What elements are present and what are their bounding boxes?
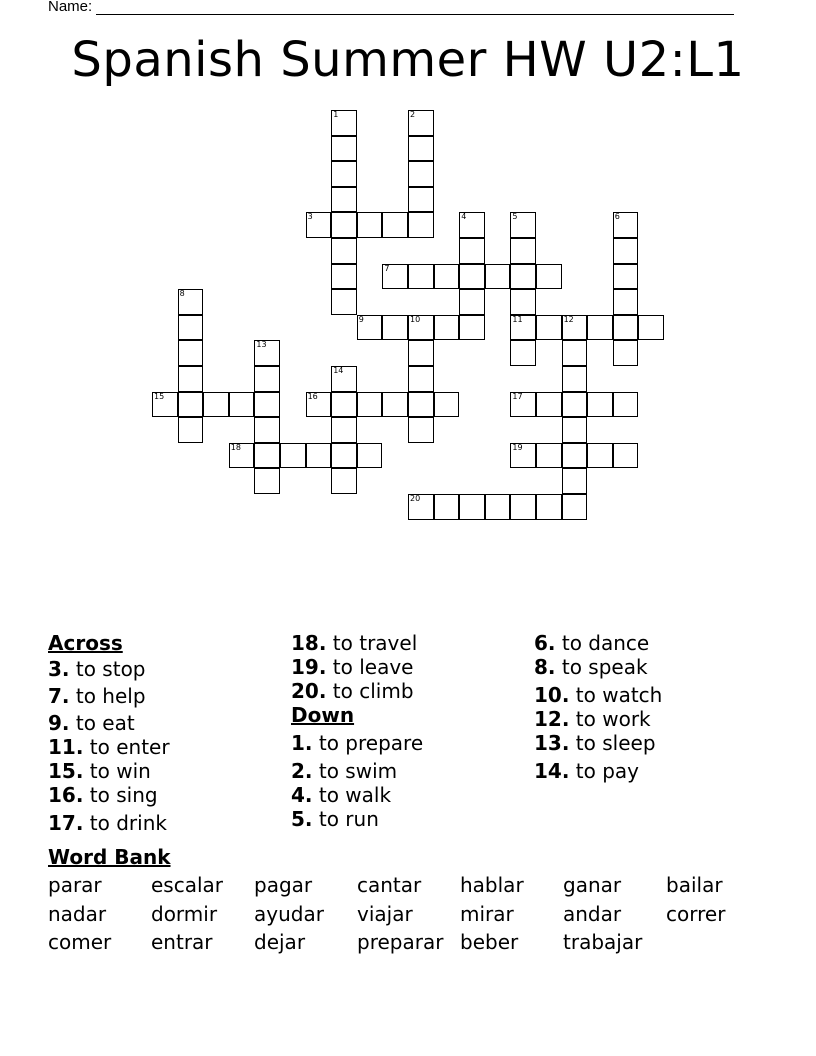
cell-number: 17 <box>512 391 523 401</box>
grid-cell[interactable] <box>178 392 204 418</box>
grid-cell[interactable] <box>408 315 434 341</box>
clue-text: to leave <box>326 655 414 679</box>
across-clue <box>48 759 170 783</box>
grid-cell[interactable] <box>254 366 280 392</box>
word-bank-item: escalar <box>151 873 224 897</box>
grid-cell[interactable] <box>178 315 204 341</box>
grid-cell[interactable] <box>331 212 357 238</box>
grid-cell[interactable] <box>408 417 434 443</box>
grid-cell[interactable] <box>510 238 536 264</box>
cell-number: 13 <box>256 340 267 350</box>
grid-cell[interactable] <box>306 392 332 418</box>
grid-cell[interactable] <box>254 392 280 418</box>
grid-cell[interactable] <box>562 392 588 418</box>
down-clue <box>534 759 662 783</box>
clue-number: 15. <box>48 759 84 783</box>
clue-number: 12. <box>534 707 570 731</box>
grid-cell[interactable] <box>229 443 255 469</box>
grid-cell[interactable] <box>459 494 485 520</box>
grid-cell[interactable] <box>408 340 434 366</box>
grid-cell[interactable] <box>485 264 511 290</box>
grid-cell[interactable] <box>331 187 357 213</box>
grid-cell[interactable] <box>306 212 332 238</box>
grid-cell[interactable] <box>613 340 639 366</box>
word-bank-item: dormir <box>151 902 218 926</box>
grid-cell[interactable] <box>357 443 383 469</box>
grid-cell[interactable] <box>382 212 408 238</box>
clue-text: to speak <box>555 655 648 679</box>
grid-cell[interactable] <box>587 443 613 469</box>
word-bank-heading: Word Bank <box>48 845 171 869</box>
grid-cell[interactable] <box>434 392 460 418</box>
across-clue <box>291 631 423 655</box>
clue-number: 11. <box>48 735 84 759</box>
grid-cell[interactable] <box>459 315 485 341</box>
clue-number: 4. <box>291 783 313 807</box>
grid-cell[interactable] <box>638 315 664 341</box>
down-clue <box>534 655 662 679</box>
grid-cell[interactable] <box>562 417 588 443</box>
grid-cell[interactable] <box>536 315 562 341</box>
cell-number: 10 <box>410 314 421 324</box>
grid-cell[interactable] <box>178 340 204 366</box>
grid-cell[interactable] <box>408 264 434 290</box>
grid-cell[interactable] <box>510 443 536 469</box>
grid-cell[interactable] <box>229 392 255 418</box>
cell-number: 1 <box>333 110 339 119</box>
down-clue <box>291 731 423 755</box>
grid-cell[interactable] <box>408 110 434 136</box>
word-bank-item: nadar <box>48 902 107 926</box>
grid-cell[interactable] <box>331 443 357 469</box>
word-bank-item: viajar <box>357 902 413 926</box>
clue-number: 10. <box>534 683 570 707</box>
grid-cell[interactable] <box>562 366 588 392</box>
across-clue <box>48 657 170 681</box>
clue-number: 1. <box>291 731 313 755</box>
grid-cell[interactable] <box>331 110 357 136</box>
grid-cell[interactable] <box>562 340 588 366</box>
cell-number: 14 <box>333 366 344 375</box>
grid-cell[interactable] <box>485 494 511 520</box>
grid-cell[interactable] <box>536 392 562 418</box>
word-bank-item: parar <box>48 873 102 897</box>
grid-cell[interactable] <box>587 392 613 418</box>
grid-cell[interactable] <box>459 212 485 238</box>
word-bank-item: correr <box>666 902 726 926</box>
clue-number: 6. <box>534 631 556 655</box>
grid-cell[interactable] <box>254 468 280 494</box>
down-heading: Down <box>291 703 355 727</box>
grid-cell[interactable] <box>331 161 357 187</box>
clue-text: to swim <box>312 759 398 783</box>
grid-cell[interactable] <box>613 443 639 469</box>
grid-cell[interactable] <box>613 212 639 238</box>
grid-cell[interactable] <box>178 366 204 392</box>
grid-cell[interactable] <box>434 264 460 290</box>
across-clue <box>291 679 423 703</box>
clue-text: to travel <box>326 631 418 655</box>
grid-cell[interactable] <box>613 264 639 290</box>
grid-cell[interactable] <box>510 289 536 315</box>
grid-cell[interactable] <box>408 136 434 162</box>
clues-column-2 <box>291 631 423 831</box>
grid-cell[interactable] <box>408 161 434 187</box>
grid-cell[interactable] <box>408 366 434 392</box>
grid-cell[interactable] <box>203 392 229 418</box>
word-bank-item: ayudar <box>254 902 324 926</box>
clue-text: to run <box>312 807 379 831</box>
word-bank-item: bailar <box>666 873 723 897</box>
grid-cell[interactable] <box>331 392 357 418</box>
grid-cell[interactable] <box>357 392 383 418</box>
clue-number: 2. <box>291 759 313 783</box>
grid-cell[interactable] <box>331 264 357 290</box>
down-clue <box>291 807 423 831</box>
grid-cell[interactable] <box>331 417 357 443</box>
word-bank-item: pagar <box>254 873 313 897</box>
cell-number: 9 <box>358 314 364 324</box>
clue-text: to drink <box>83 811 167 835</box>
word-bank-item: cantar <box>357 873 422 897</box>
across-clue <box>48 811 170 835</box>
grid-cell[interactable] <box>587 315 613 341</box>
word-bank-item: preparar <box>357 930 444 954</box>
cell-number: 3 <box>307 212 313 222</box>
grid-cell[interactable] <box>331 289 357 315</box>
word-bank-item: mirar <box>460 902 514 926</box>
grid-cell[interactable] <box>536 494 562 520</box>
clue-text: to work <box>569 707 651 731</box>
clue-text: to walk <box>312 783 392 807</box>
grid-cell[interactable] <box>434 315 460 341</box>
clue-number: 8. <box>534 655 556 679</box>
clue-text: to pay <box>569 759 640 783</box>
grid-cell[interactable] <box>280 443 306 469</box>
clue-number: 9. <box>48 711 70 735</box>
clue-number: 14. <box>534 759 570 783</box>
grid-cell[interactable] <box>536 264 562 290</box>
grid-cell[interactable] <box>331 238 357 264</box>
cell-number: 15 <box>154 391 165 401</box>
word-bank-item: beber <box>460 930 519 954</box>
clue-number: 16. <box>48 783 84 807</box>
across-clue <box>48 684 170 708</box>
cell-number: 18 <box>230 442 241 452</box>
grid-cell[interactable] <box>562 315 588 341</box>
grid-cell[interactable] <box>510 212 536 238</box>
grid-cell[interactable] <box>152 392 178 418</box>
grid-cell[interactable] <box>562 443 588 469</box>
clue-number: 17. <box>48 811 84 835</box>
clue-number: 20. <box>291 679 327 703</box>
grid-cell[interactable] <box>613 315 639 341</box>
grid-cell[interactable] <box>510 340 536 366</box>
clues-column-3 <box>534 631 662 783</box>
word-bank-item: ganar <box>563 873 622 897</box>
down-clue <box>291 759 423 783</box>
clues-column-1 <box>48 631 170 835</box>
grid-cell[interactable] <box>178 417 204 443</box>
grid-cell[interactable] <box>331 136 357 162</box>
grid-cell[interactable] <box>408 494 434 520</box>
grid-cell[interactable] <box>459 289 485 315</box>
grid-cell[interactable] <box>178 289 204 315</box>
cell-number: 5 <box>512 212 518 222</box>
cell-number: 11 <box>512 314 523 324</box>
word-bank-item: hablar <box>460 873 524 897</box>
grid-cell[interactable] <box>408 392 434 418</box>
grid-cell[interactable] <box>536 443 562 469</box>
across-clue <box>48 711 170 735</box>
cell-number: 19 <box>512 442 523 452</box>
word-bank-item: andar <box>563 902 622 926</box>
grid-cell[interactable] <box>306 443 332 469</box>
across-clue <box>48 783 170 807</box>
grid-cell[interactable] <box>562 494 588 520</box>
down-clue <box>291 783 423 807</box>
grid-cell[interactable] <box>434 494 460 520</box>
grid-cell[interactable] <box>254 340 280 366</box>
across-clue <box>48 735 170 759</box>
grid-cell[interactable] <box>459 238 485 264</box>
clue-number: 3. <box>48 657 70 681</box>
grid-cell[interactable] <box>408 187 434 213</box>
grid-cell[interactable] <box>408 212 434 238</box>
cell-number: 4 <box>461 212 467 222</box>
down-clue <box>534 631 662 655</box>
cell-number: 16 <box>307 391 318 401</box>
clue-text: to prepare <box>312 731 424 755</box>
grid-cell[interactable] <box>510 392 536 418</box>
clue-text: to stop <box>69 657 146 681</box>
grid-cell[interactable] <box>357 212 383 238</box>
down-clue <box>534 731 662 755</box>
grid-cell[interactable] <box>382 315 408 341</box>
down-clue <box>534 683 662 707</box>
page-title: Spanish Summer HW U2:L1 <box>71 32 745 88</box>
clue-text: to eat <box>69 711 135 735</box>
clue-text: to win <box>83 759 151 783</box>
cell-number: 2 <box>410 110 416 119</box>
cell-number: 20 <box>410 494 421 503</box>
word-bank-item: trabajar <box>563 930 643 954</box>
clue-number: 18. <box>291 631 327 655</box>
clue-text: to sleep <box>569 731 656 755</box>
grid-cell[interactable] <box>254 443 280 469</box>
grid-cell[interactable] <box>510 264 536 290</box>
clue-number: 19. <box>291 655 327 679</box>
grid-cell[interactable] <box>331 366 357 392</box>
clue-number: 5. <box>291 807 313 831</box>
grid-cell[interactable] <box>562 468 588 494</box>
grid-cell[interactable] <box>382 264 408 290</box>
clue-text: to dance <box>555 631 650 655</box>
clue-number: 13. <box>534 731 570 755</box>
word-bank-item: entrar <box>151 930 213 954</box>
across-heading: Across <box>48 631 123 655</box>
cell-number: 6 <box>614 212 620 222</box>
cell-number: 7 <box>384 263 390 273</box>
word-bank-item: dejar <box>254 930 306 954</box>
grid-cell[interactable] <box>510 494 536 520</box>
grid-cell[interactable] <box>382 392 408 418</box>
name-label: Name: <box>48 0 93 15</box>
cell-number: 12 <box>563 314 574 324</box>
grid-cell[interactable] <box>357 315 383 341</box>
cell-number: 8 <box>179 289 185 299</box>
grid-cell[interactable] <box>331 468 357 494</box>
grid-cell[interactable] <box>613 289 639 315</box>
down-clue <box>534 707 662 731</box>
clue-text: to enter <box>83 735 170 759</box>
grid-cell[interactable] <box>613 392 639 418</box>
word-bank-item: comer <box>48 930 112 954</box>
clue-text: to climb <box>326 679 414 703</box>
grid-cell[interactable] <box>510 315 536 341</box>
clue-text: to watch <box>569 683 663 707</box>
grid-cell[interactable] <box>459 264 485 290</box>
clue-text: to help <box>69 684 146 708</box>
across-clue <box>291 655 423 679</box>
grid-cell[interactable] <box>613 238 639 264</box>
clue-text: to sing <box>83 783 158 807</box>
clue-number: 7. <box>48 684 70 708</box>
grid-cell[interactable] <box>254 417 280 443</box>
